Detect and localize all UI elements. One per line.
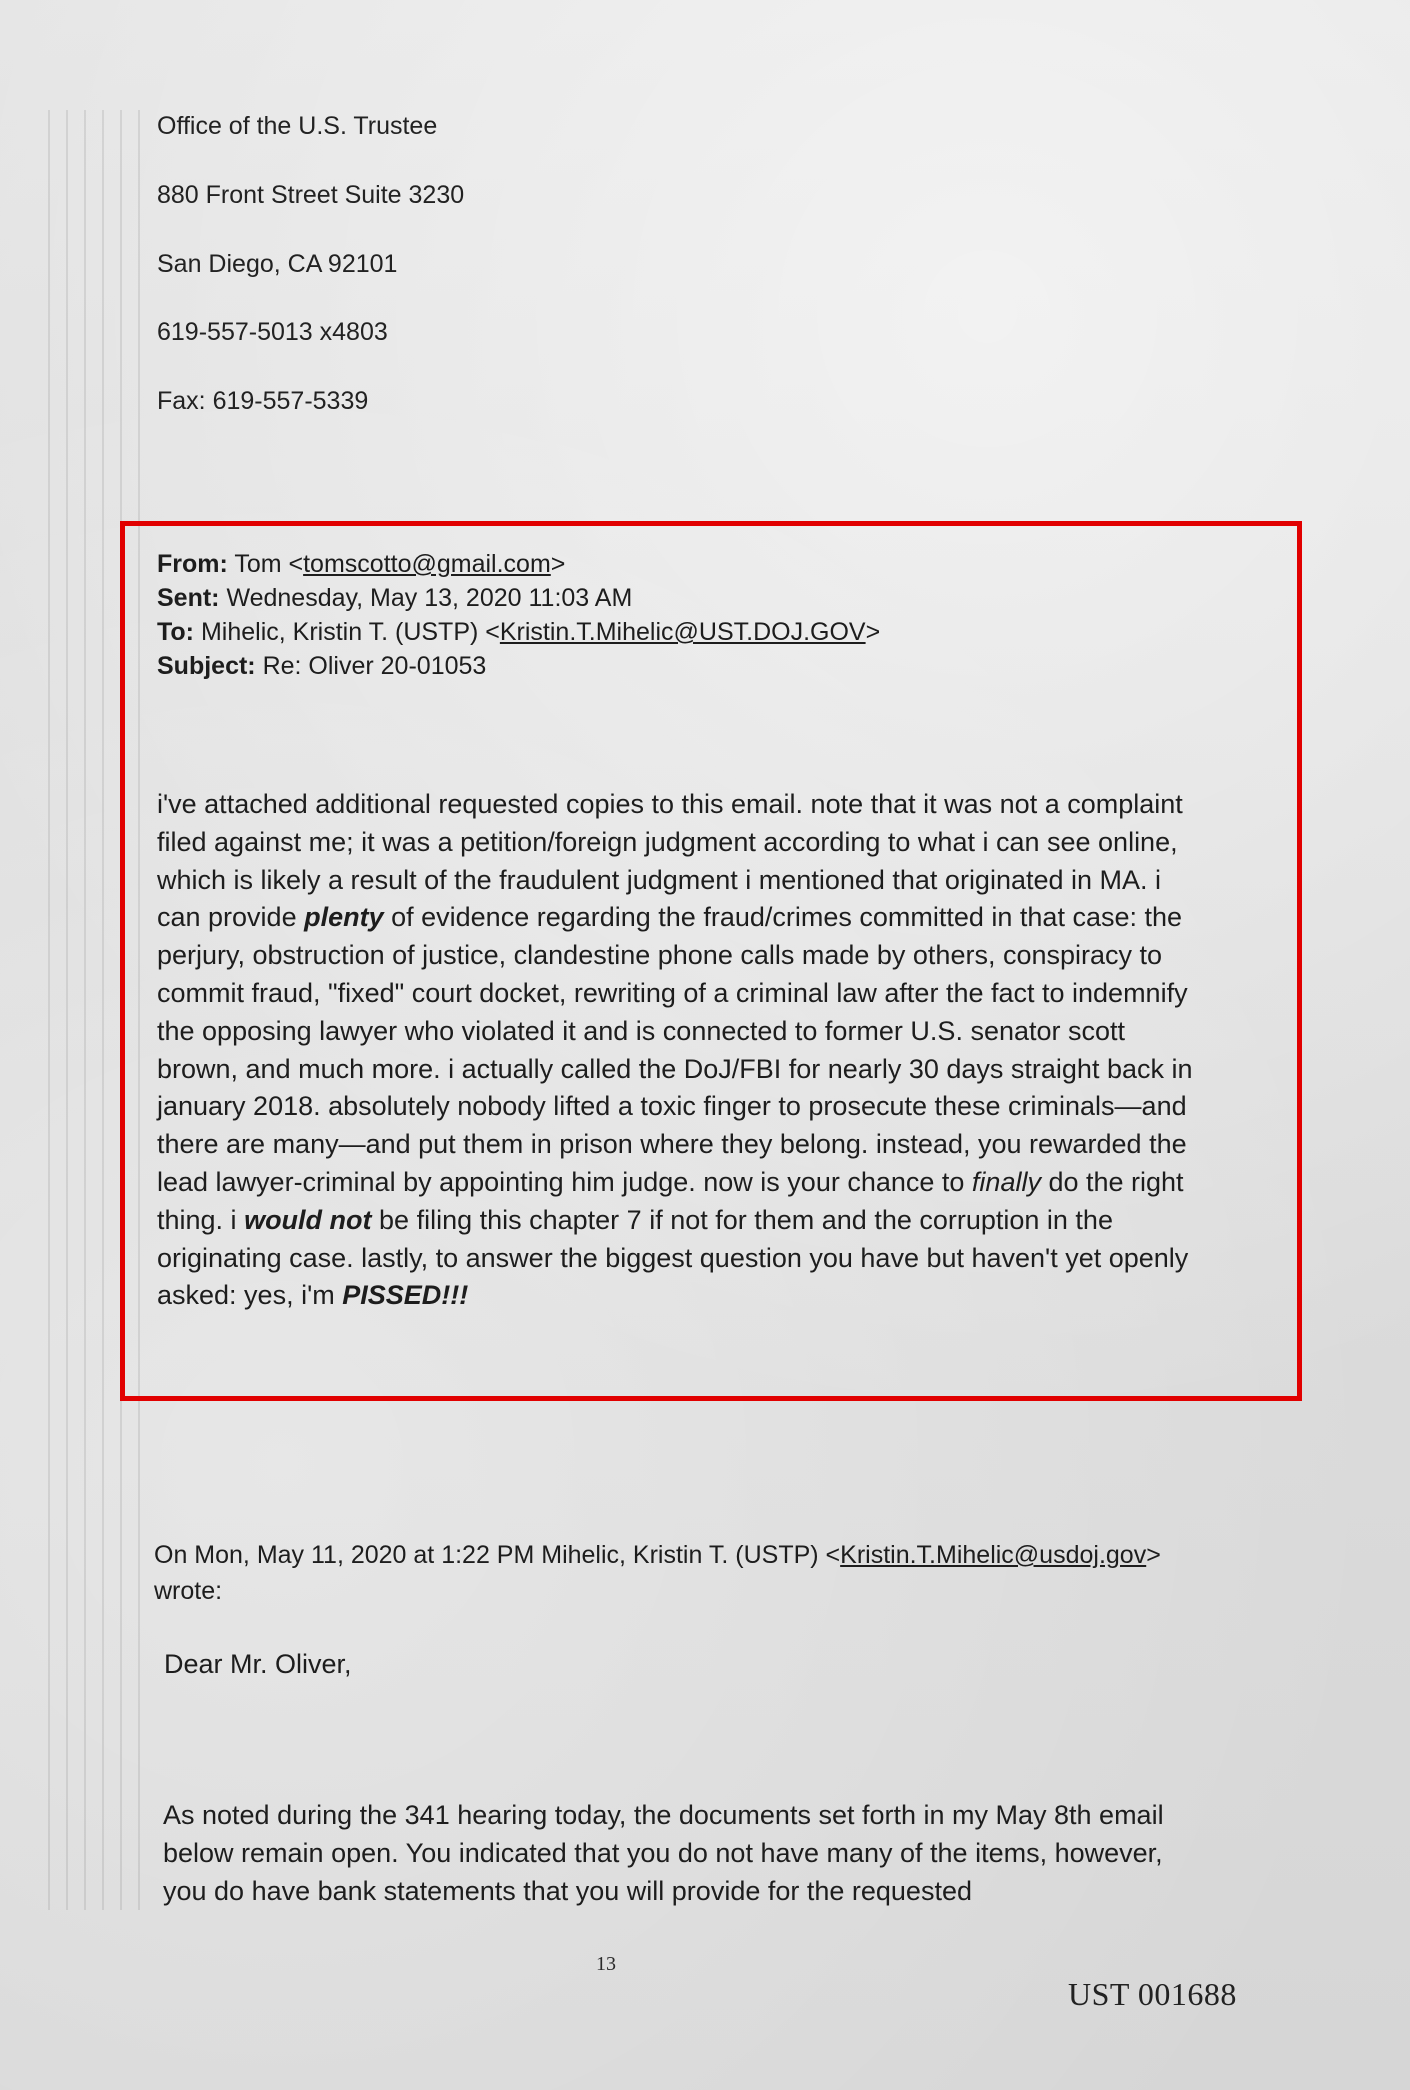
emphasis-finally: finally: [971, 1166, 1041, 1197]
office-name: Office of the U.S. Trustee: [157, 112, 438, 140]
office-address-block: [157, 112, 757, 456]
office-phone: 619-557-5013 x4803: [157, 318, 388, 347]
message-text-part2: of evidence regarding the fraud/crimes committed in that case: the perjury, obstruction of justice, clandestine phone calls made by others, conspiracy to commit fraud, "fixed" court docket, rewriting of a criminal law after the fact to indemnify the opposing lawyer who violated it and is connected to former U.S. senator scott brown, and much more. i actually called the DoJ/FBI for nearly 30 days straight back in january 2018. absolutely nobody lifted a toxic finger to prosecute these criminals—and there are many—and put them in prison where they belong. instead, you rewarded the lead lawyer-criminal by appointing him judge. now is your chance to: [157, 902, 1193, 1197]
bates-number: UST 001688: [1068, 1976, 1237, 2012]
scan-bleed-line: [48, 110, 50, 1910]
message-text-part1: i've attached additional requested copies to this email. note that it was not a complaint filed against me; it was a petition/foreign judgment according to what i can see online, which is likely a result of the fraudulent judgment i mentioned that originated in MA. i can provide: [157, 789, 1183, 933]
scan-bleed-line: [66, 110, 68, 1910]
from-label: From:: [157, 550, 228, 578]
message-text-part4: be filing this chapter 7 if not for them and the corruption in the originating case. lastly, to answer the biggest question you have but haven't yet openly asked: yes, i'm: [157, 1204, 1189, 1311]
sent-value: Wednesday, May 13, 2020 11:03 AM: [226, 584, 633, 612]
emphasis-would-not: would not: [244, 1204, 372, 1235]
reply-prefix: On Mon, May 11, 2020 at 1:22 PM Mihelic, Kristin T. (USTP) <: [154, 1541, 841, 1569]
from-suffix: >: [550, 550, 566, 578]
sent-label: Sent:: [157, 584, 220, 612]
office-city: San Diego, CA 92101: [157, 249, 398, 278]
reply-attribution: [154, 1537, 1254, 1609]
from-row: [157, 547, 1237, 581]
office-fax: Fax: 619-557-5339: [157, 387, 369, 415]
to-suffix: >: [865, 618, 881, 646]
reply-body-paragraph: As noted during the 341 hearing today, the documents set forth in my May 8th email below remain open. You indicated that you do not have many of the items, however, you do have bank statements that you will provide for the requested: [163, 1800, 1164, 1906]
reply-body: [163, 1796, 1213, 1910]
to-email-link[interactable]: Kristin.T.Mihelic@UST.DOJ.GOV: [499, 618, 866, 646]
email-message-body: [157, 786, 1207, 1315]
scan-bleed-line: [102, 110, 104, 1910]
scan-bleed-line: [84, 110, 86, 1910]
reply-suffix: >: [1146, 1541, 1161, 1569]
reply-greeting: Dear Mr. Oliver,: [164, 1649, 352, 1679]
to-label: To:: [157, 618, 195, 646]
from-name: Tom <: [234, 550, 304, 578]
subject-label: Subject:: [157, 652, 256, 680]
message-paragraph: [157, 786, 1207, 1315]
sent-row: [157, 581, 1237, 615]
from-email-link[interactable]: tomscotto@gmail.com: [303, 550, 551, 578]
page-number: 13: [596, 1953, 616, 1975]
reply-email-link[interactable]: Kristin.T.Mihelic@usdoj.gov: [840, 1541, 1147, 1569]
reply-wrote: wrote:: [154, 1577, 223, 1605]
emphasis-pissed: PISSED!!!: [342, 1280, 469, 1311]
to-name: Mihelic, Kristin T. (USTP) <: [200, 618, 500, 646]
email-header: [157, 547, 1237, 683]
office-street: 880 Front Street Suite 3230: [157, 180, 465, 209]
subject-value: Re: Oliver 20-01053: [262, 652, 487, 680]
message-text-part3: do the right thing. i: [157, 1166, 1184, 1235]
to-row: [157, 615, 1237, 649]
subject-row: [157, 649, 1237, 683]
emphasis-plenty: plenty: [304, 902, 384, 933]
